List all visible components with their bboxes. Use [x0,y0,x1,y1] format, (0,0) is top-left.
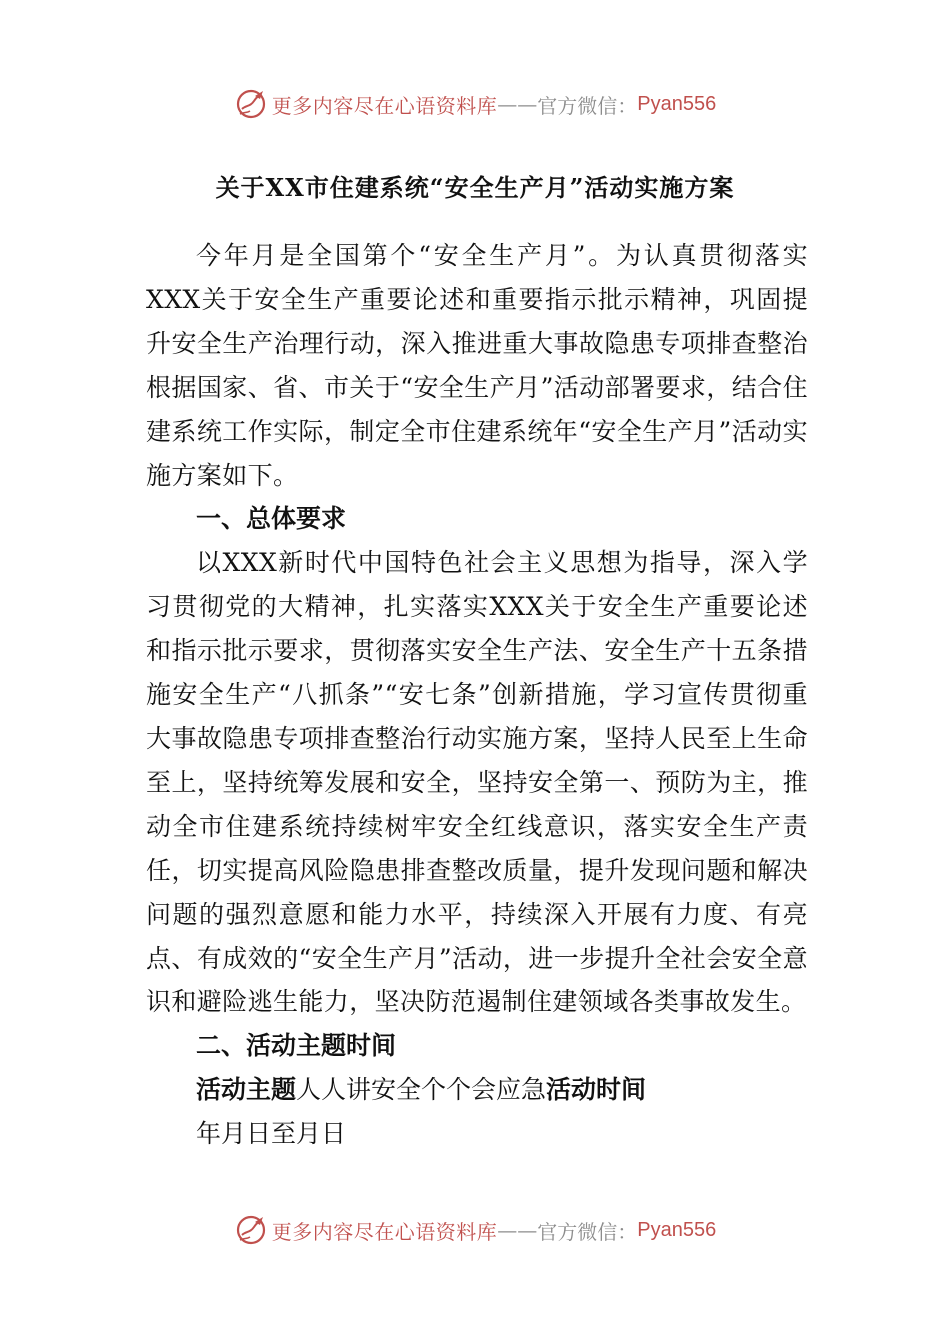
activity-theme-line [146,1068,808,1112]
watermark-wechat-id: Pyan556 [637,92,717,115]
theme-label: 活动主题 [196,1075,297,1105]
watermark-dash: —— [497,1218,538,1242]
section-1-paragraph: 以XXX新时代中国特色社会主义思想为指导，深入学习贯彻党的大精神，扎实落实XXX关于安全生产重要论述和指示批示要求，贯彻落实安全生产法、安全生产十五条措施安全生产“八抓条”“安七条”创新措施，学习宣传贯彻重大事故隐患专项排查整治行动实施方案，坚持人民至上生命至上，坚持统筹发展和安全，坚持安全第一、预防为主，推动全市住建系统持续树牢安全红线意识，落实安全生产责任，切实提高风险隐患排查整改质量，提升发现问题和解决问题的强烈意愿和能力水平，持续深入开展有力度、有亮点、有成效的“安全生产月”活动，进一步提升全社会安全意识和避险逃生能力，坚决防范遏制住建领域各类事故发生。 [146,548,808,1017]
pen-logo-icon [234,87,268,121]
document-title: 关于XX市住建系统“安全生产月”活动实施方案 [215,173,735,202]
document-body [146,234,808,1156]
time-label: 活动时间 [546,1075,647,1105]
watermark-wechat-label: 官方微信： [537,93,638,118]
theme-text: 人人讲安全个个会应急 [296,1075,547,1105]
watermark-brand-text: 更多内容尽在心语资料库 [271,1219,498,1244]
watermark-banner-bottom [0,1210,950,1250]
section-heading-2: 二、活动主题时间 [196,1031,397,1061]
pen-logo-icon [234,1213,268,1247]
watermark-wechat-id: Pyan556 [637,1218,717,1241]
activity-date-line: 年月日至月日 [196,1119,347,1149]
section-heading-1: 一、总体要求 [196,504,347,534]
watermark-brand-text: 更多内容尽在心语资料库 [271,93,498,118]
watermark-banner-top [0,84,950,124]
intro-paragraph: 今年月是全国第个“安全生产月”。为认真贯彻落实XXX关于安全生产重要论述和重要指示批示精神，巩固提升安全生产治理行动，深入推进重大事故隐患专项排查整治根据国家、省、市关于“安全生产月”活动部署要求，结合住建系统工作实际，制定全市住建系统年“安全生产月”活动实施方案如下。 [146,241,808,490]
watermark-dash: —— [497,92,538,116]
watermark-wechat-label: 官方微信： [537,1219,638,1244]
